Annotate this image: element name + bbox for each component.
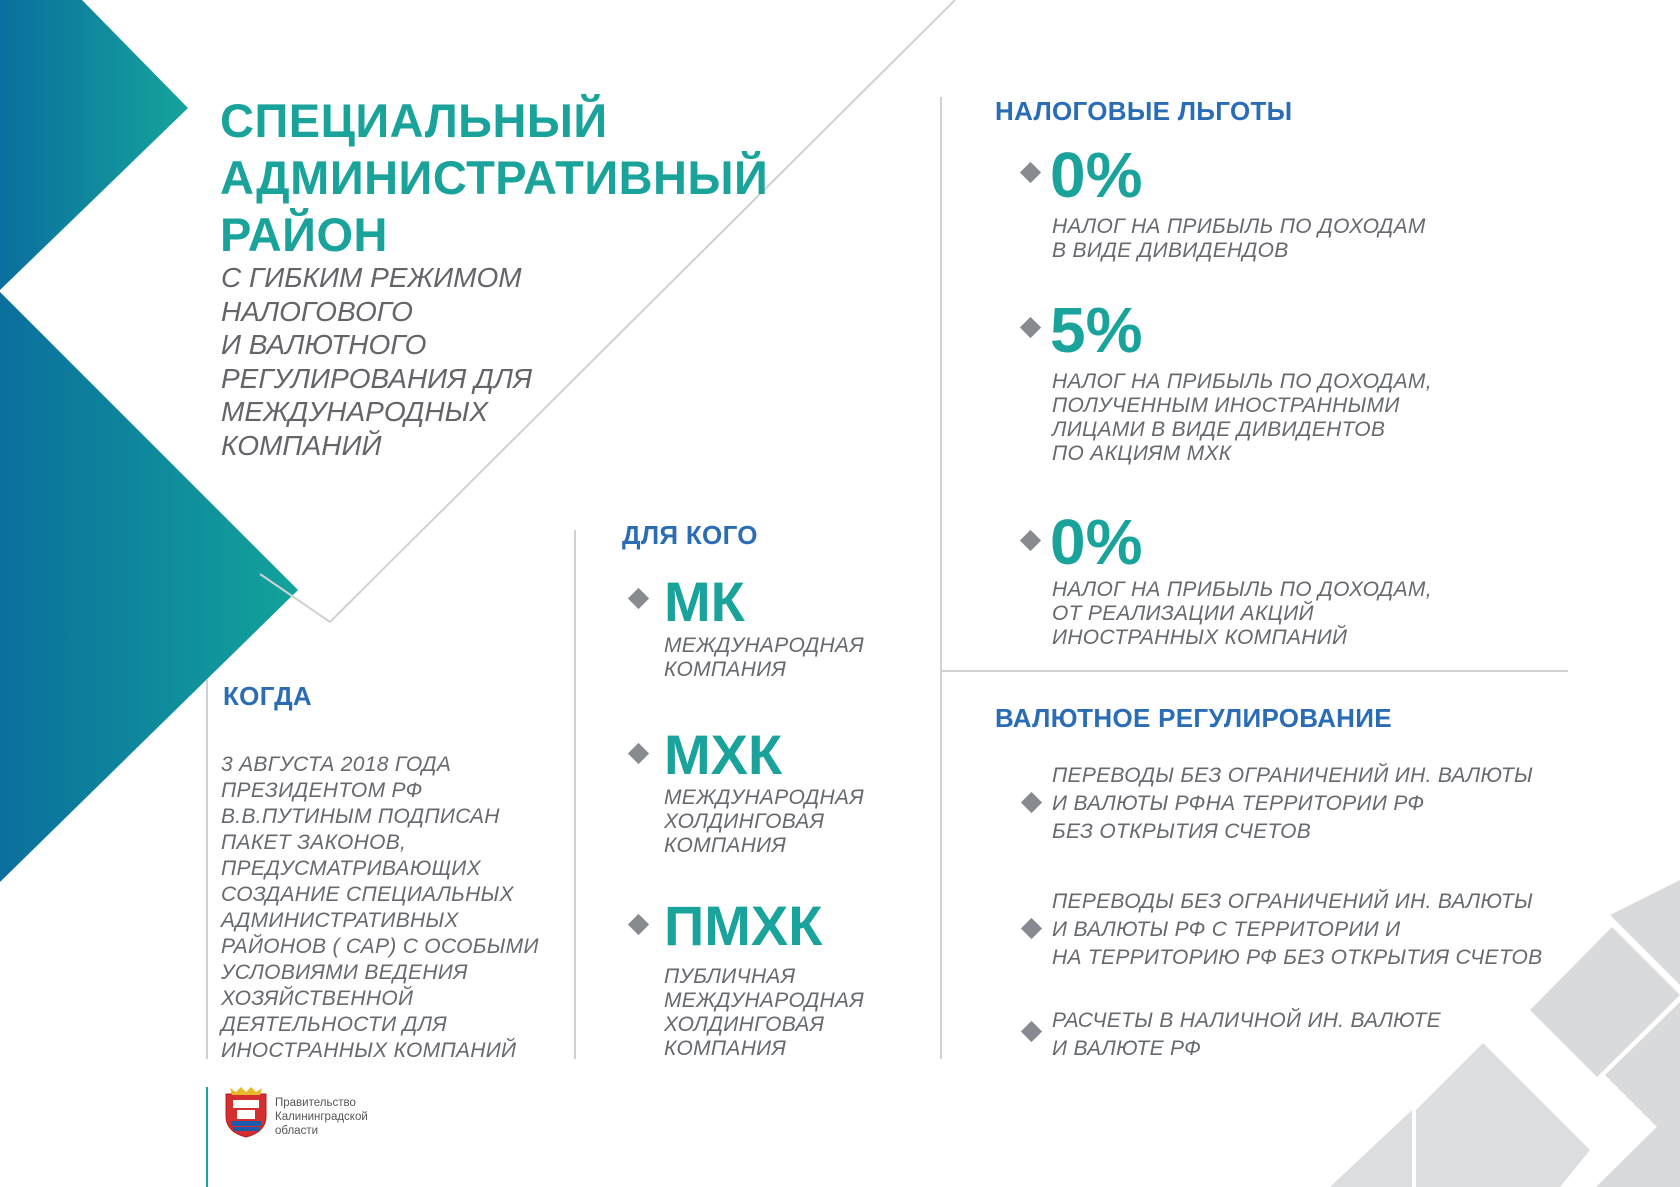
currency-line: И ВАЛЮТЕ РФ: [1052, 1037, 1202, 1060]
tax-line: ПОЛУЧЕННЫМ ИНОСТРАННЫМИ: [1052, 394, 1400, 417]
tax-line: В ВИДЕ ДИВИДЕНДОВ: [1052, 239, 1289, 262]
when-line: В.В.ПУТИНЫМ ПОДПИСАН: [221, 805, 500, 828]
when-line: ХОЗЯЙСТВЕННОЙ: [221, 987, 414, 1010]
when-line: УСЛОВИЯМИ ВЕДЕНИЯ: [221, 961, 468, 984]
currency-item: [1052, 762, 1533, 846]
entity-description: [664, 786, 864, 858]
entity-abbr: ПМХК: [664, 894, 823, 957]
tax-line: НАЛОГ НА ПРИБЫЛЬ ПО ДОХОДАМ: [1052, 215, 1426, 238]
org-line: Калининградской: [275, 1111, 368, 1123]
org-line: области: [275, 1125, 319, 1137]
currency-heading: ВАЛЮТНОЕ РЕГУЛИРОВАНИЕ: [995, 703, 1392, 733]
subtitle-line: МЕЖДУНАРОДНЫХ: [221, 396, 489, 427]
footer-accent-line: [206, 1087, 208, 1187]
gray-shape-5: [1330, 1110, 1412, 1187]
horizontal-divider-right: [940, 670, 1568, 672]
currency-line: ПЕРЕВОДЫ БЕЗ ОГРАНИЧЕНИЙ ИН. ВАЛЮТЫ: [1052, 890, 1533, 913]
currency-line: БЕЗ ОТКРЫТИЯ СЧЕТОВ: [1052, 820, 1312, 843]
when-line: 3 АВГУСТА 2018 ГОДА: [221, 753, 452, 776]
vertical-divider-left: [574, 530, 576, 1059]
title-line: РАЙОН: [220, 208, 388, 261]
vertical-divider-center: [940, 97, 942, 1059]
tax-line: НАЛОГ НА ПРИБЫЛЬ ПО ДОХОДАМ,: [1052, 370, 1432, 393]
subtitle-line: КОМПАНИЙ: [221, 429, 382, 461]
when-text: [221, 752, 539, 1064]
when-line: ИНОСТРАННЫХ КОМПАНИЙ: [221, 1039, 517, 1062]
tax-line: ЛИЦАМИ В ВИДЕ ДИВИДЕНТОВ: [1052, 418, 1386, 441]
page-subtitle: [221, 261, 532, 462]
subtitle-line: РЕГУЛИРОВАНИЯ ДЛЯ: [221, 362, 533, 394]
entity-description: [664, 965, 864, 1061]
subtitle-line: НАЛОГОВОГО: [221, 295, 413, 327]
tax-description: [1052, 215, 1426, 263]
when-line: ДЕЯТЕЛЬНОСТИ ДЛЯ: [221, 1013, 447, 1036]
teal-triangle-top: [0, 0, 188, 290]
entity-abbr: МК: [664, 570, 745, 633]
currency-line: И ВАЛЮТЫ РФ С ТЕРРИТОРИИ И: [1052, 918, 1401, 941]
kaliningrad-coat-of-arms-icon: [224, 1086, 268, 1138]
currency-item: [1052, 888, 1542, 972]
title-line: СПЕЦИАЛЬНЫЙ: [220, 94, 608, 147]
when-line: ПАКЕТ ЗАКОНОВ,: [221, 831, 407, 854]
gray-shape-4: [1416, 1043, 1590, 1187]
subtitle-line: И ВАЛЮТНОГО: [221, 329, 427, 360]
currency-line: ПЕРЕВОДЫ БЕЗ ОГРАНИЧЕНИЙ ИН. ВАЛЮТЫ: [1052, 764, 1533, 787]
when-heading: КОГДА: [223, 681, 312, 711]
when-line: ПРЕЗИДЕНТОМ РФ: [221, 779, 423, 802]
entity-abbr: МХК: [664, 723, 783, 786]
tax-description: [1052, 578, 1432, 650]
when-line: ПРЕДУСМАТРИВАЮЩИХ: [221, 857, 481, 880]
entity-line: ПУБЛИЧНАЯ: [664, 965, 796, 988]
when-line: АДМИНИСТРАТИВНЫХ: [221, 909, 459, 932]
tax-heading: НАЛОГОВЫЕ ЛЬГОТЫ: [995, 96, 1293, 126]
organization-name: [275, 1096, 368, 1138]
entity-line: МЕЖДУНАРОДНАЯ: [664, 634, 864, 657]
vertical-divider-when: [206, 680, 208, 1059]
page-title: [220, 92, 768, 263]
when-line: СОЗДАНИЕ СПЕЦИАЛЬНЫХ: [221, 883, 514, 906]
org-line: Правительство: [275, 1097, 356, 1109]
entity-description: [664, 634, 864, 682]
for-whom-heading: ДЛЯ КОГО: [622, 520, 758, 550]
tax-description: [1052, 370, 1432, 466]
subtitle-line: С ГИБКИМ РЕЖИМОМ: [221, 262, 522, 293]
tax-line: ИНОСТРАННЫХ КОМПАНИЙ: [1052, 626, 1348, 649]
tax-line: ОТ РЕАЛИЗАЦИИ АКЦИЙ: [1052, 602, 1314, 625]
entity-line: КОМПАНИЯ: [664, 658, 787, 681]
currency-line: И ВАЛЮТЫ РФНА ТЕРРИТОРИИ РФ: [1052, 792, 1425, 815]
currency-line: РАСЧЕТЫ В НАЛИЧНОЙ ИН. ВАЛЮТЕ: [1052, 1009, 1441, 1032]
currency-item: [1052, 1007, 1441, 1063]
tax-line: ПО АКЦИЯМ МХК: [1052, 442, 1232, 465]
entity-line: МЕЖДУНАРОДНАЯ: [664, 786, 864, 809]
title-line: АДМИНИСТРАТИВНЫЙ: [220, 151, 769, 204]
entity-line: ХОЛДИНГОВАЯ: [664, 810, 825, 833]
entity-line: МЕЖДУНАРОДНАЯ: [664, 989, 864, 1012]
currency-line: НА ТЕРРИТОРИЮ РФ БЕЗ ОТКРЫТИЯ СЧЕТОВ: [1052, 946, 1543, 969]
tax-rate: 5%: [1050, 294, 1143, 366]
entity-line: КОМПАНИЯ: [664, 1037, 787, 1060]
tax-rate: 0%: [1050, 506, 1143, 578]
entity-line: КОМПАНИЯ: [664, 834, 787, 857]
when-line: РАЙОНОВ ( САР) С ОСОБЫМИ: [221, 935, 539, 958]
entity-line: ХОЛДИНГОВАЯ: [664, 1013, 825, 1036]
tax-line: НАЛОГ НА ПРИБЫЛЬ ПО ДОХОДАМ,: [1052, 578, 1432, 601]
tax-rate: 0%: [1050, 139, 1143, 211]
